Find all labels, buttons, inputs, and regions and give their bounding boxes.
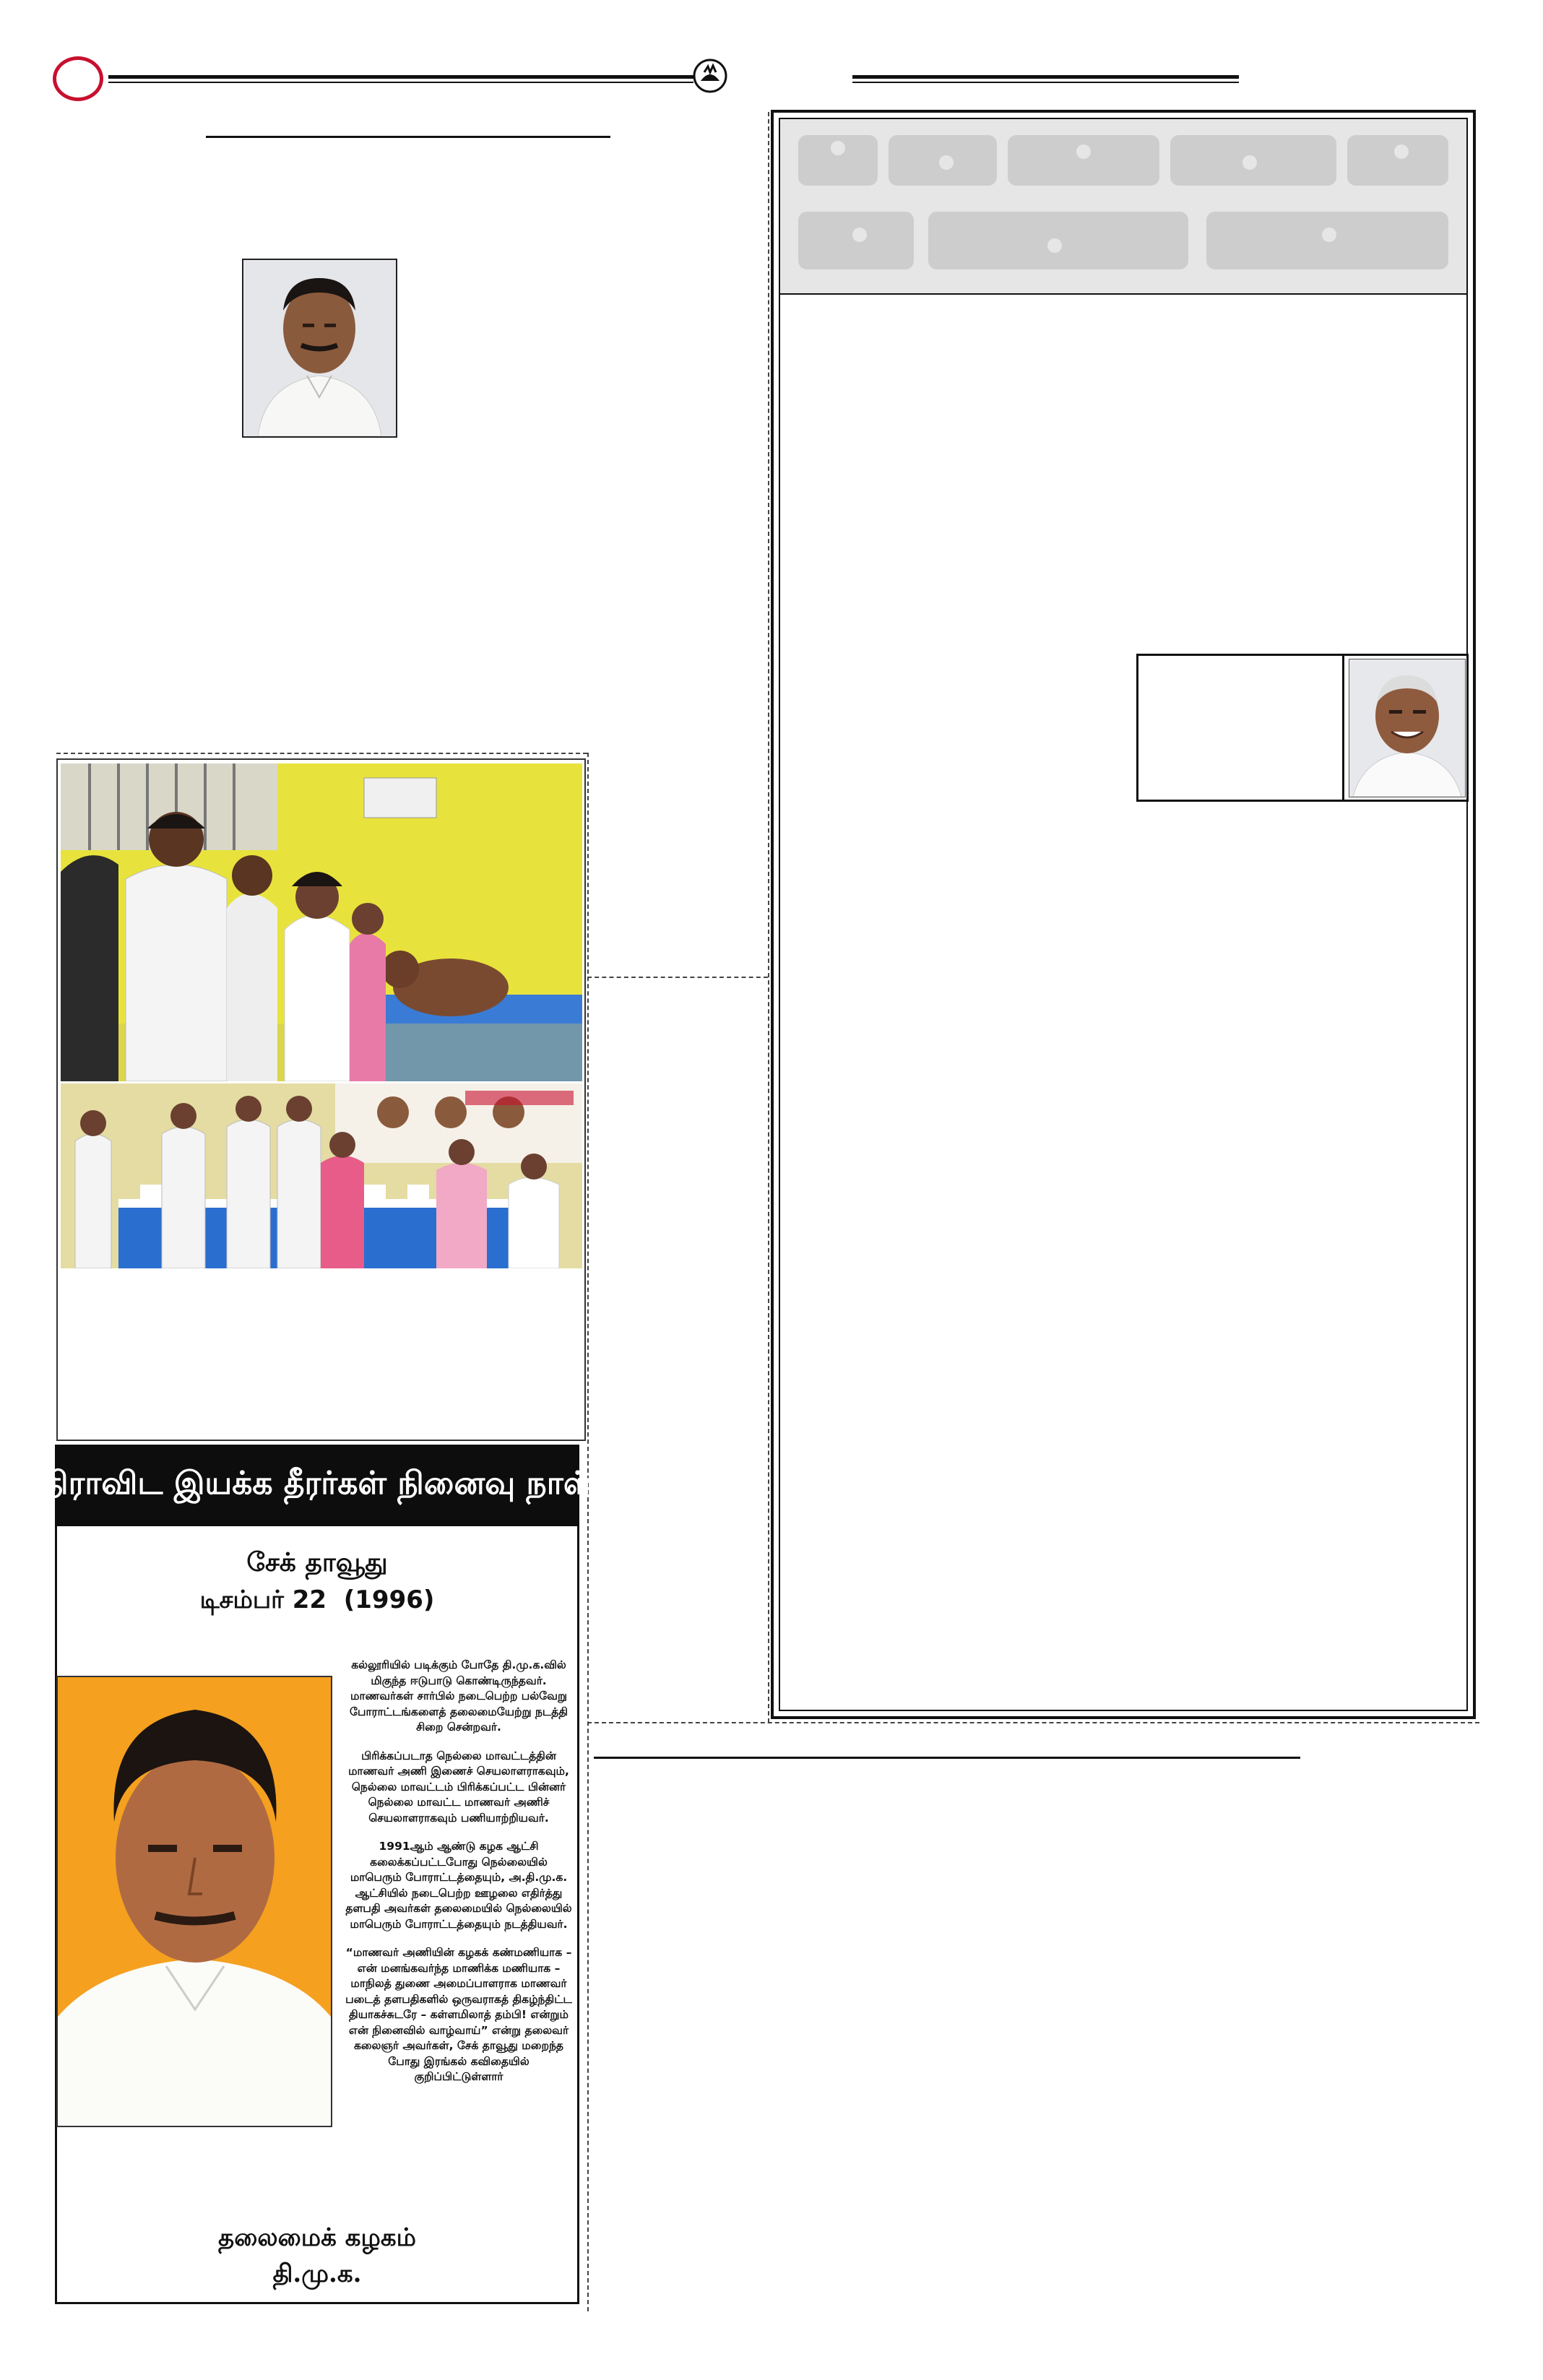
memorial-banner	[42, 1445, 592, 1526]
bottom-dashed-divider	[587, 1722, 1479, 1723]
right-article-portrait-divider	[1342, 654, 1344, 802]
header-rule-right	[852, 75, 1239, 79]
memorial-bio-paragraph: 1991ஆம் ஆண்டு கழக ஆட்சி கலைக்கப்பட்டபோது நெல்லையில் மாபெரும் போராட்டத்தையும், அ.தி.மு.க. ஆட்சியில் நடைபெற்ற ஊழலை எதிர்த்து தளபதி அவர்கள் தலைமையில் நெல்லையில் மாபெரும் போராட்டத்தையும் நடத்தியவர்.	[345, 1840, 572, 1931]
politician-portrait	[242, 259, 397, 438]
memorial-bio-paragraph: பிரிக்கப்படாத நெல்லை மாவட்டத்தின் மாணவர் அணி இணைச் செயலாளராகவும், நெல்லை மாவட்டம் பிரிக்கப்பட்ட பின்னர் நெல்லை மாவட்ட மாணவர் அணிச் செயலாளராகவும் பணியாற்றியவர்.	[348, 1749, 569, 1825]
left-article-headline-rule	[206, 136, 610, 138]
middle-dashed-vertical	[768, 112, 769, 1723]
left-column-dashed-top	[56, 753, 587, 754]
memorial-banner-title: திராவிட இயக்க தீரர்கள் நினைவு நாள்	[42, 1465, 592, 1502]
middle-dashed-connector	[587, 977, 768, 978]
elder-leader-portrait	[1349, 659, 1466, 797]
page-number-circle	[53, 56, 103, 101]
memorial-bio	[342, 1658, 575, 2098]
left-column-dashed-right	[587, 753, 589, 2311]
header-rule-left-thin	[108, 82, 693, 83]
medical-camp-photo-top	[61, 763, 582, 1081]
memorial-date: டிசம்பர் 22 (1996)	[199, 1585, 435, 1614]
memorial-person-name: சேக் தாவூது	[246, 1547, 388, 1578]
right-article-headline-band	[780, 119, 1466, 295]
memorial-footer-line1: தலைமைக் கழகம்	[218, 2223, 416, 2252]
rising-sun-emblem-icon	[692, 58, 728, 94]
header-rule-right-thin	[852, 82, 1239, 83]
faded-headline-graphic	[780, 119, 1466, 295]
memorial-footer-line2: தி.மு.க.	[272, 2259, 362, 2288]
bottom-right-rule	[594, 1757, 1300, 1759]
memorial-portrait	[56, 1676, 332, 2127]
medical-camp-photo-bottom	[61, 1083, 582, 1268]
memorial-bio-paragraph: “மாணவர் அணியின் கழகக் கண்மணியாக – என் மனங்கவர்ந்த மாணிக்க மணியாக – மாநிலத் துணை அமைப்பாளராக மாணவர் படைத் தளபதிகளில் ஒருவராகத் திகழ்ந்திட்ட தியாகச்சுடரே – கள்ளமிலாத் தம்பி! என்றும் என் நினைவில் வாழ்வாய்” என்று தலைவர் கலைஞர் அவர்கள், சேக் தாவூது மறைந்த போது இரங்கல் கவிதையில் குறிப்பிட்டுள்ளார்	[345, 1946, 572, 2083]
right-article-inner-box	[779, 118, 1468, 1711]
header-rule-left	[108, 75, 693, 79]
memorial-bio-paragraph: கல்லூரியில் படிக்கும் போதே தி.மு.க.வில் மிகுந்த ஈடுபாடு கொண்டிருந்தவர். மாணவர்கள் சார்பில் நடைபெற்ற பல்வேறு போராட்டங்களைத் தலைமையேற்று நடத்தி சிறை சென்றவர்.	[349, 1658, 569, 1734]
